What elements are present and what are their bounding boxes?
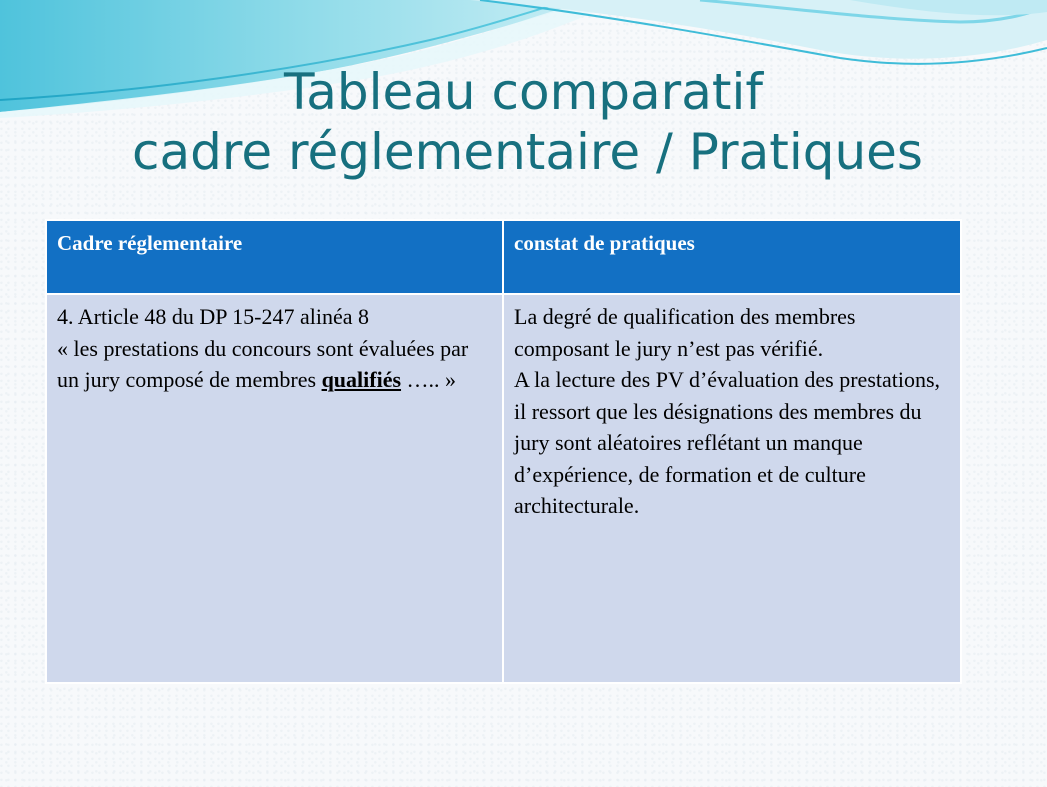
slide-title bbox=[0, 62, 1047, 182]
title-line-1: Tableau comparatif bbox=[284, 63, 763, 121]
header-cadre-reglementaire: Cadre réglementaire bbox=[46, 220, 503, 294]
comparison-table bbox=[45, 219, 962, 684]
quote-start: « les prestations du concours sont évaluées par un jury composé de membres bbox=[57, 335, 469, 392]
emphasized-word: qualifiés bbox=[321, 367, 402, 392]
cell-regulation bbox=[46, 294, 503, 683]
table-row bbox=[46, 294, 961, 683]
table-header-row bbox=[46, 220, 961, 294]
article-reference: 4. Article 48 du DP 15-247 alinéa 8 bbox=[57, 304, 370, 329]
quote-end: ….. » bbox=[401, 367, 457, 392]
quote-text bbox=[57, 336, 468, 393]
title-line-2: cadre réglementaire / Pratiques bbox=[132, 123, 923, 181]
cell-practice bbox=[503, 294, 961, 683]
practice-paragraph-1: La degré de qualification des membres composant le jury n’est pas vérifié. bbox=[514, 304, 856, 361]
header-constat-pratiques: constat de pratiques bbox=[503, 220, 961, 294]
practice-paragraph-2: A la lecture des PV d’évaluation des prestations, il ressort que les désignations des membres du jury sont aléatoires reflétant un manque d’expérience, de formation et de culture architecturale. bbox=[514, 367, 941, 518]
